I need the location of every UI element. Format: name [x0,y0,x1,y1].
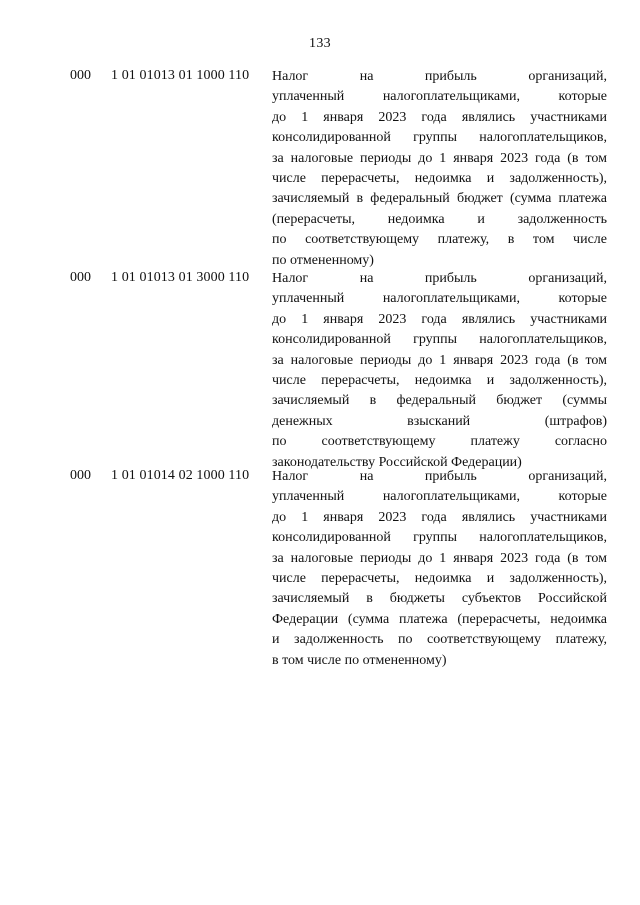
description-line: консолидированной группы налогоплательщиков, [272,130,607,146]
description-line: за налоговые периоды до 1 января 2023 года (в том [272,352,607,368]
description-line: Налог на прибыль организаций, [272,69,607,84]
description-line: по соответствующему платежу согласно [272,434,607,450]
description-line: консолидированной группы налогоплательщиков, [272,332,607,348]
description-line: зачисляемый в федеральный бюджет (суммы [272,393,607,409]
description-line: Федерации (сумма платежа (перерасчеты, недоимка [272,611,607,627]
budget-classification-code: 1 01 01014 02 1000 110 [111,468,250,483]
description-line: денежных взысканий (штрафов) [272,413,607,429]
description-line: до 1 января 2023 года являлись участниками [272,109,607,125]
description-line: до 1 января 2023 года являлись участниками [272,509,607,525]
budget-classification-code: 1 01 01013 01 1000 110 [111,68,250,83]
page-number: 133 [309,36,331,51]
administrator-code: 000 [70,68,91,83]
description-line: за налоговые периоды до 1 января 2023 года (в том [272,150,607,166]
description-line: уплаченный налогоплательщиками, которые [272,489,607,505]
description-line: уплаченный налогоплательщиками, которые [272,89,607,105]
description-line: и задолженность по соответствующему платежу, [272,632,607,648]
income-description [272,67,607,271]
description-line: по соответствующему платежу, в том числе [272,232,607,248]
description-line: зачисляемый в бюджеты субъектов Российской [272,591,607,607]
description-line: числе перерасчеты, недоимка и задолженность), [272,170,607,186]
description-line: числе перерасчеты, недоимка и задолженность), [272,372,607,388]
description-line: Налог на прибыль организаций, [272,469,607,484]
description-line: за налоговые периоды до 1 января 2023 года (в том [272,550,607,566]
description-line: законодательству Российской Федерации) [272,454,522,470]
description-line: консолидированной группы налогоплательщиков, [272,530,607,546]
income-description [272,467,607,671]
description-line: (перерасчеты, недоимка и задолженность [272,211,607,227]
administrator-code: 000 [70,270,91,285]
description-line: зачисляемый в федеральный бюджет (сумма платежа [272,191,607,207]
administrator-code: 000 [70,468,91,483]
budget-classification-code: 1 01 01013 01 3000 110 [111,270,250,285]
description-line: до 1 января 2023 года являлись участниками [272,311,607,327]
description-line: в том числе по отмененному) [272,652,447,668]
description-line: числе перерасчеты, недоимка и задолженность), [272,570,607,586]
description-line: уплаченный налогоплательщиками, которые [272,291,607,307]
income-description [272,269,607,473]
description-line: по отмененному) [272,252,374,268]
description-line: Налог на прибыль организаций, [272,271,607,286]
